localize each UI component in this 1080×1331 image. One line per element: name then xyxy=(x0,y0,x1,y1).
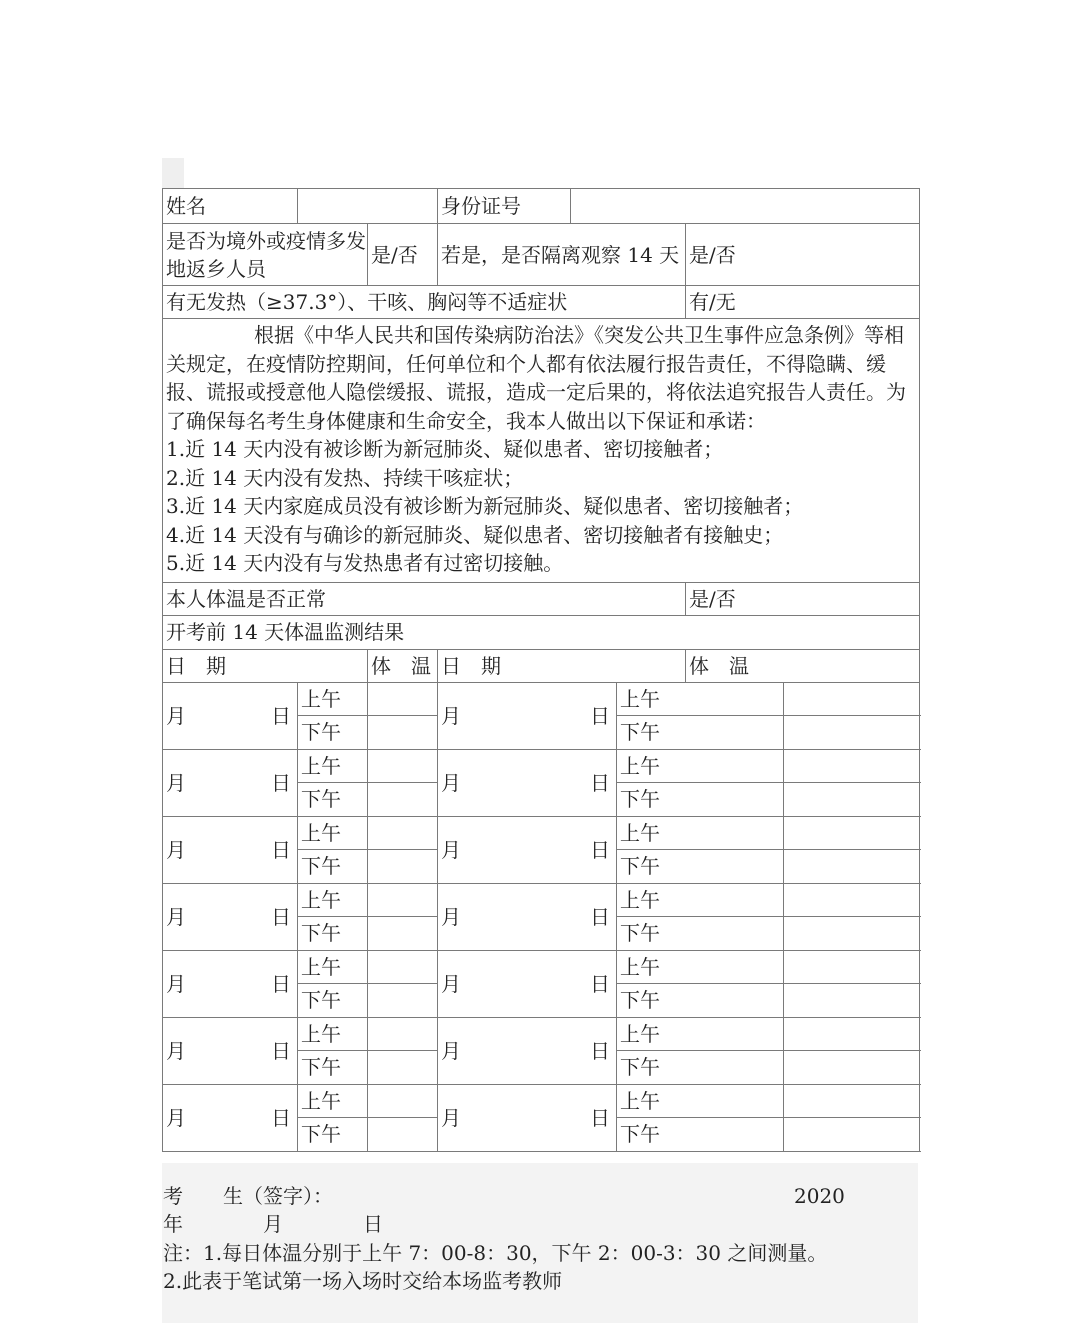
isolation-label: 若是，是否隔离观察 14 天 xyxy=(438,224,686,286)
name-field[interactable] xyxy=(298,189,438,224)
declaration-item: 4.近 14 天没有与确诊的新冠肺炎、疑似患者、密切接触者有接触史； xyxy=(166,522,784,547)
am-label: 上午 xyxy=(298,749,368,783)
temp-input-pm[interactable] xyxy=(784,783,920,817)
date-header-right: 日 期 xyxy=(438,649,686,682)
temp-normal-label: 本人体温是否正常 xyxy=(163,582,686,615)
pm-label: 下午 xyxy=(617,716,784,750)
symptom-answer[interactable]: 有/无 xyxy=(686,286,920,319)
month-label: 月 xyxy=(166,703,186,728)
row-monitor-title xyxy=(163,615,920,649)
temp-header-left: 体 温 xyxy=(368,649,438,682)
month-label: 月 xyxy=(166,904,186,929)
day-label: 日 xyxy=(271,971,291,996)
temp-input-pm[interactable] xyxy=(368,917,438,951)
pm-label: 下午 xyxy=(298,1051,368,1085)
temp-input-pm[interactable] xyxy=(784,716,920,750)
am-label: 上午 xyxy=(617,682,784,716)
temp-input-pm[interactable] xyxy=(784,917,920,951)
temp-input-pm[interactable] xyxy=(784,1118,920,1152)
am-label: 上午 xyxy=(617,1084,784,1118)
declaration-text xyxy=(163,319,920,583)
am-label: 上午 xyxy=(617,1017,784,1051)
temp-input-am[interactable] xyxy=(784,1017,920,1051)
temp-input-pm[interactable] xyxy=(784,1051,920,1085)
am-label: 上午 xyxy=(298,950,368,984)
temp-input-am[interactable] xyxy=(368,950,438,984)
temp-log-row-am xyxy=(163,950,920,984)
pm-label: 下午 xyxy=(298,1118,368,1152)
symptom-label: 有无发热（≥37.3°）、干咳、胸闷等不适症状 xyxy=(163,286,686,319)
form-footer xyxy=(162,1163,918,1323)
month-label: 月 xyxy=(441,770,462,795)
temp-log-row-am xyxy=(163,682,920,716)
month-label: 月 xyxy=(166,1105,186,1130)
am-label: 上午 xyxy=(617,749,784,783)
pm-label: 下午 xyxy=(617,917,784,951)
month-label: 月 xyxy=(441,1038,462,1063)
temp-input-pm[interactable] xyxy=(784,984,920,1018)
temp-input-am[interactable] xyxy=(368,682,438,716)
row-returnee xyxy=(163,224,920,286)
pm-label: 下午 xyxy=(298,984,368,1018)
isolation-answer[interactable]: 是/否 xyxy=(686,224,920,286)
am-label: 上午 xyxy=(298,883,368,917)
temp-input-pm[interactable] xyxy=(368,984,438,1018)
pm-label: 下午 xyxy=(617,783,784,817)
day-label: 日 xyxy=(271,1105,291,1130)
temp-input-pm[interactable] xyxy=(368,1051,438,1085)
row-symptoms xyxy=(163,286,920,319)
am-label: 上午 xyxy=(617,883,784,917)
temp-input-am[interactable] xyxy=(784,749,920,783)
month-label: 月 xyxy=(166,971,186,996)
temp-input-pm[interactable] xyxy=(368,783,438,817)
pm-label: 下午 xyxy=(617,1118,784,1152)
declaration-item: 3.近 14 天内家庭成员没有被诊断为新冠肺炎、疑似患者、密切接触者； xyxy=(166,494,804,518)
day-label: 日 xyxy=(590,904,611,929)
row-temp-normal xyxy=(163,582,920,615)
month-label: 月 xyxy=(441,971,462,996)
month-label: 月 xyxy=(166,1038,186,1063)
am-label: 上午 xyxy=(617,950,784,984)
declaration-item: 5.近 14 天内没有与发热患者有过密切接触。 xyxy=(166,551,564,575)
pm-label: 下午 xyxy=(298,716,368,750)
signature-label: 考 生（签字）： xyxy=(163,1184,333,1208)
day-label: 日 xyxy=(271,904,291,929)
temp-input-am[interactable] xyxy=(368,1017,438,1051)
temp-input-am[interactable] xyxy=(368,749,438,783)
am-label: 上午 xyxy=(298,816,368,850)
declaration-item: 1.近 14 天内没有被诊断为新冠肺炎、疑似患者、密切接触者； xyxy=(166,437,724,461)
signature-date: 年 月 日 xyxy=(163,1212,383,1236)
row-monitor-header xyxy=(163,649,920,682)
pm-label: 下午 xyxy=(617,850,784,884)
temp-input-pm[interactable] xyxy=(368,850,438,884)
returnee-answer[interactable]: 是/否 xyxy=(368,224,438,286)
note-line-2: 2.此表于笔试第一场入场时交给本场监考教师 xyxy=(163,1269,563,1293)
temp-input-pm[interactable] xyxy=(784,850,920,884)
month-label: 月 xyxy=(441,904,462,929)
row-identity xyxy=(163,189,920,224)
temp-input-pm[interactable] xyxy=(368,1118,438,1152)
declaration-intro: 根据《中华人民共和国传染病防治法》《突发公共卫生事件应急条例》等相关规定，在疫情防控期间，任何单位和个人都有依法履行报告责任，不得隐瞒、缓报、谎报或授意他人隐偿缓报、谎报，造成一定后果的，将依法追究报告人责任。为了确保每名考生身体健康和生命安全，我本人做出以下保证和承诺： xyxy=(166,323,906,433)
returnee-label: 是否为境外或疫情多发地返乡人员 xyxy=(163,224,368,286)
declaration-item: 2.近 14 天内没有发热、持续干咳症状； xyxy=(166,465,524,490)
temp-header-right: 体 温 xyxy=(686,649,920,682)
signature-year: 2020 xyxy=(794,1184,845,1208)
am-label: 上午 xyxy=(617,816,784,850)
row-declaration xyxy=(163,319,920,583)
am-label: 上午 xyxy=(298,1017,368,1051)
day-label: 日 xyxy=(271,770,291,795)
temp-log-row-am xyxy=(163,1017,920,1051)
day-label: 日 xyxy=(590,1038,611,1063)
temp-log-row-am xyxy=(163,883,920,917)
month-label: 月 xyxy=(166,837,186,862)
temp-normal-answer[interactable]: 是/否 xyxy=(686,582,920,615)
month-label: 月 xyxy=(441,703,462,728)
temp-log-row-am xyxy=(163,749,920,783)
temp-log-row-am xyxy=(163,1084,920,1118)
health-commitment-table xyxy=(162,188,920,1152)
am-label: 上午 xyxy=(298,1084,368,1118)
monitor-title: 开考前 14 天体温监测结果 xyxy=(163,615,920,649)
am-label: 上午 xyxy=(298,682,368,716)
temp-input-am[interactable] xyxy=(368,1084,438,1118)
pm-label: 下午 xyxy=(617,984,784,1018)
temp-input-am[interactable] xyxy=(368,883,438,917)
temperature-log xyxy=(163,682,920,1151)
temp-input-am[interactable] xyxy=(784,1084,920,1118)
id-label: 身份证号 xyxy=(438,189,571,224)
note-line-1: 注：1.每日体温分别于上午 7：00-8：30，下午 2：00-3：30 之间测量。 xyxy=(163,1241,828,1265)
day-label: 日 xyxy=(590,770,611,795)
day-label: 日 xyxy=(590,971,611,996)
day-label: 日 xyxy=(590,837,611,862)
temp-log-row-am xyxy=(163,816,920,850)
pm-label: 下午 xyxy=(298,850,368,884)
temp-input-am[interactable] xyxy=(784,816,920,850)
date-header-left: 日 期 xyxy=(163,649,368,682)
day-label: 日 xyxy=(271,703,291,728)
day-label: 日 xyxy=(271,1038,291,1063)
month-label: 月 xyxy=(441,1105,462,1130)
month-label: 月 xyxy=(166,770,186,795)
pm-label: 下午 xyxy=(298,783,368,817)
day-label: 日 xyxy=(590,1105,611,1130)
temp-input-am[interactable] xyxy=(368,816,438,850)
day-label: 日 xyxy=(590,703,611,728)
id-field[interactable] xyxy=(571,189,920,224)
temp-input-am[interactable] xyxy=(784,883,920,917)
temp-input-pm[interactable] xyxy=(368,716,438,750)
temp-input-am[interactable] xyxy=(784,950,920,984)
month-label: 月 xyxy=(441,837,462,862)
day-label: 日 xyxy=(271,837,291,862)
temp-input-am[interactable] xyxy=(784,682,920,716)
pm-label: 下午 xyxy=(617,1051,784,1085)
pm-label: 下午 xyxy=(298,917,368,951)
name-label: 姓名 xyxy=(163,189,298,224)
tab-marker xyxy=(162,158,184,188)
